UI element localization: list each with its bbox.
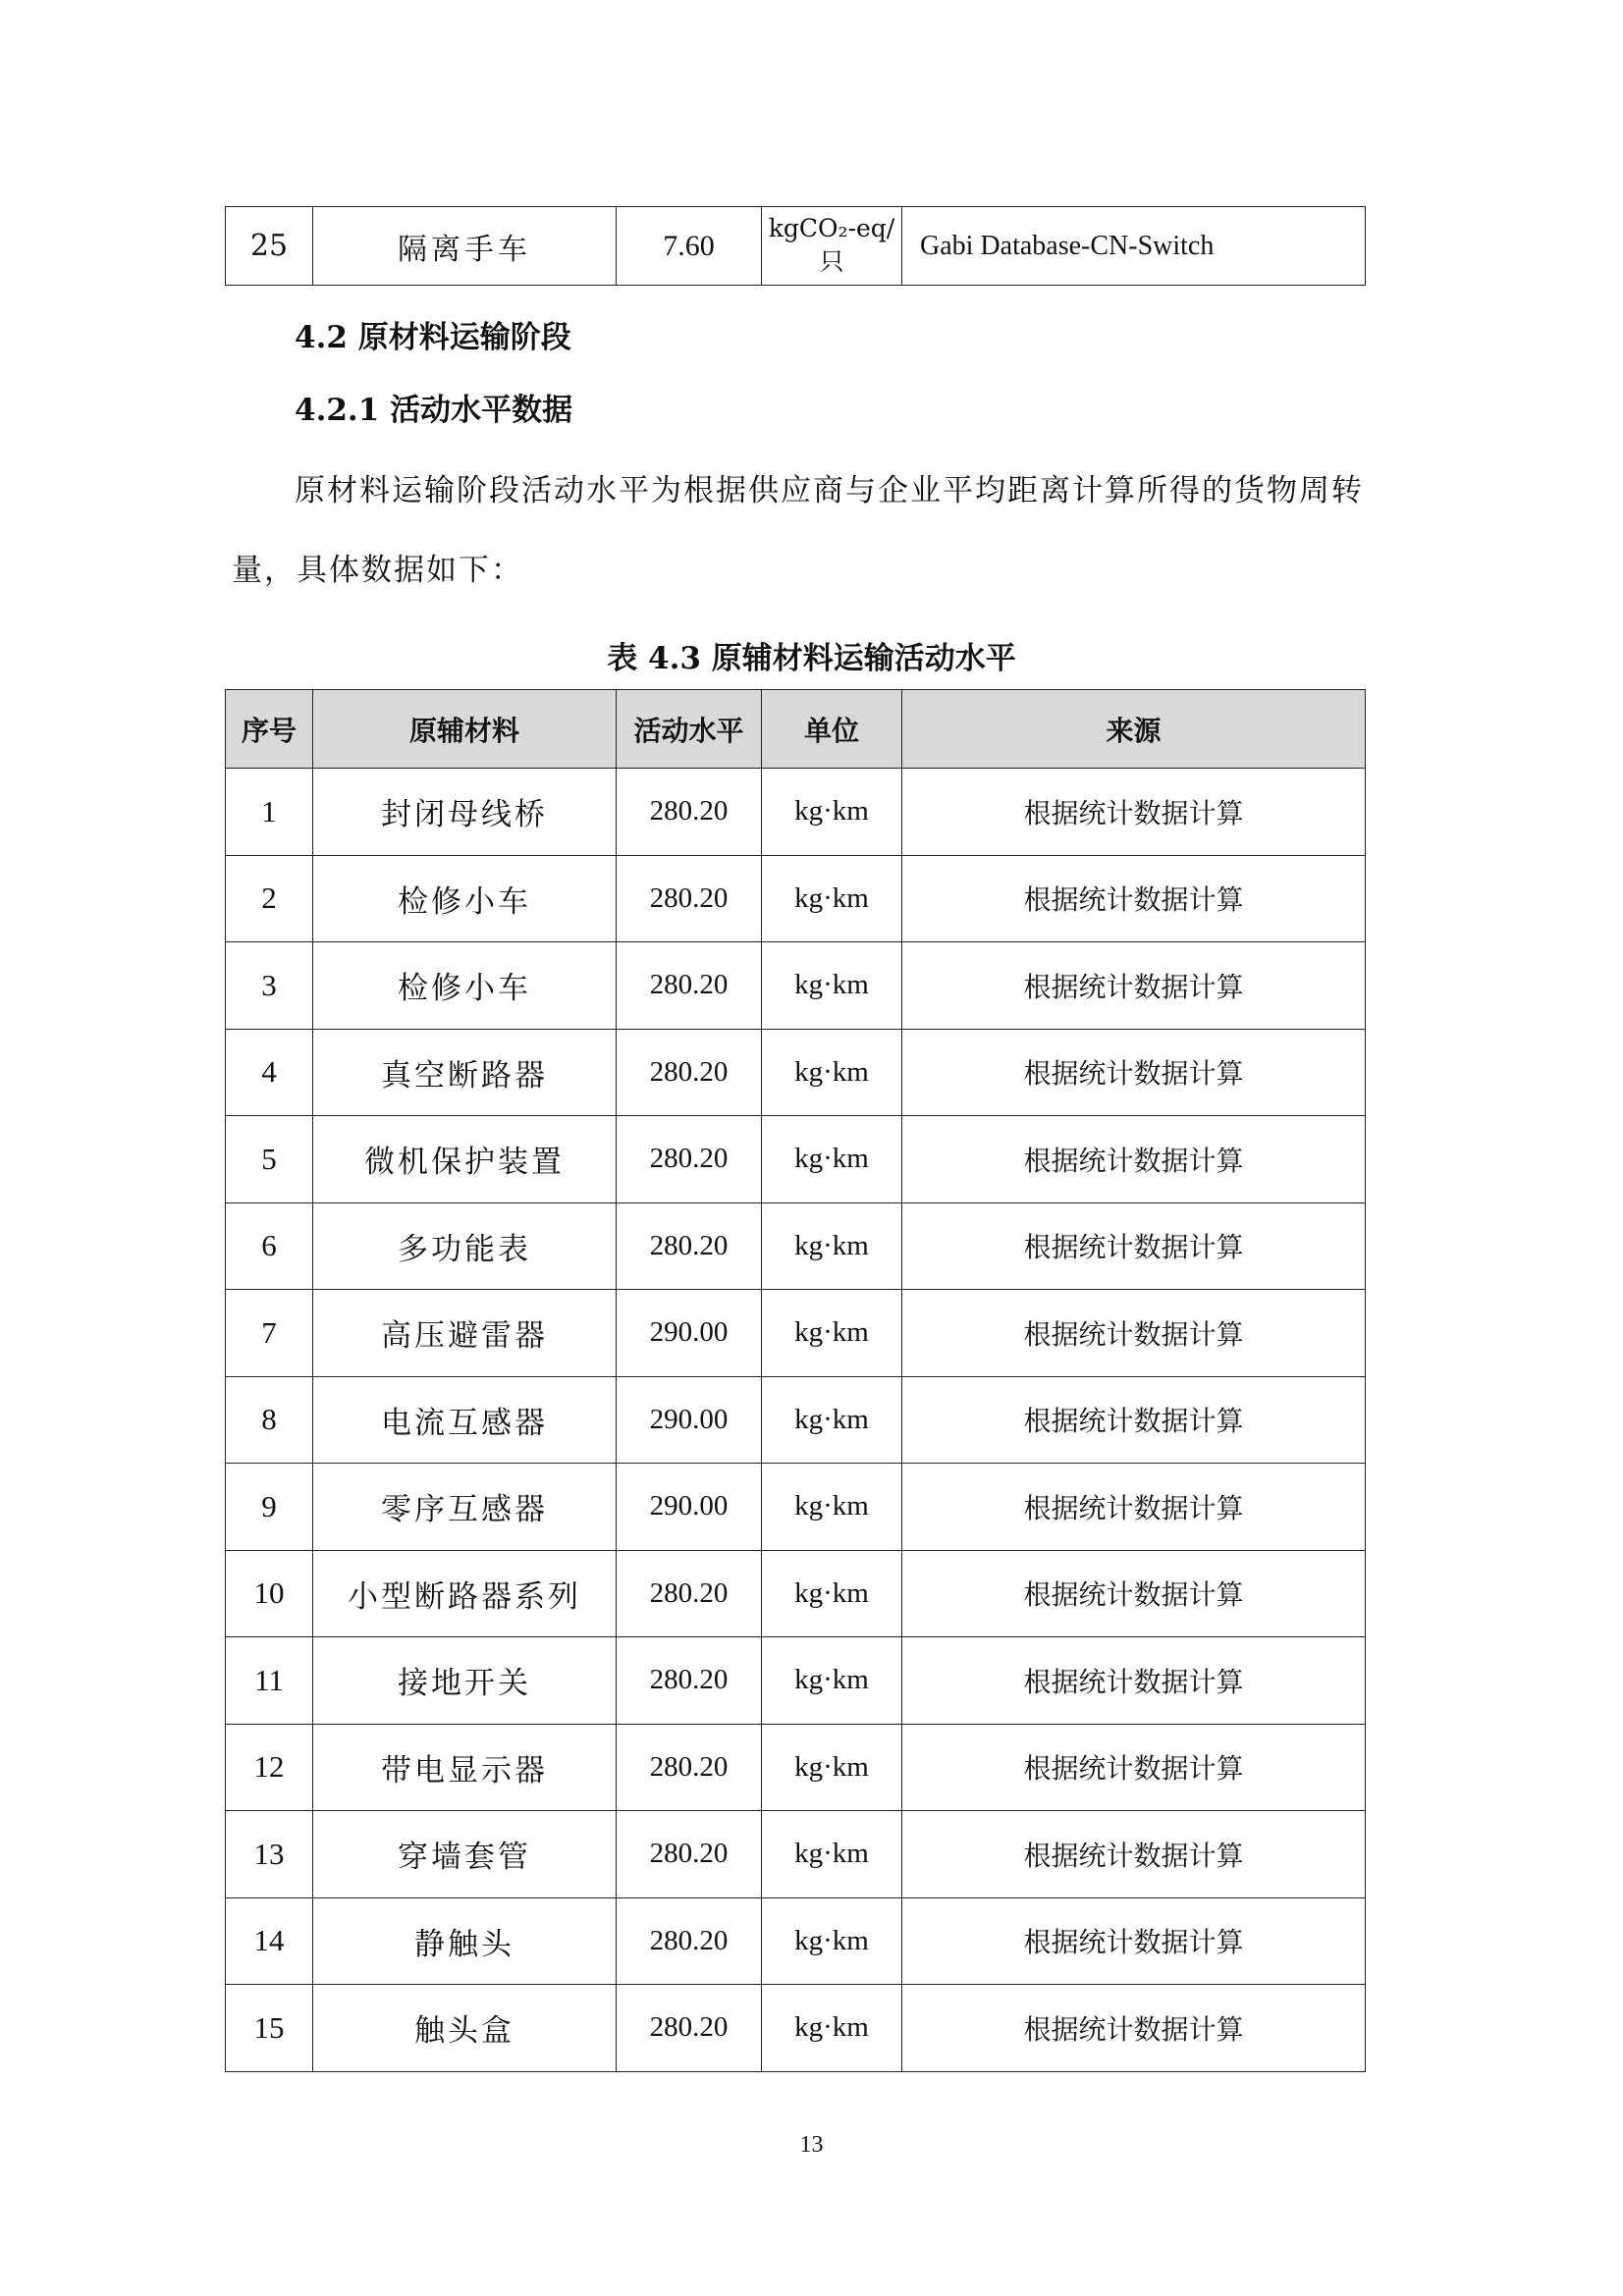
cell-no: 12	[226, 1724, 313, 1811]
cell-source: 根据统计数据计算	[902, 1637, 1366, 1725]
cell-source: 根据统计数据计算	[902, 1202, 1366, 1290]
table-row	[226, 1202, 1366, 1290]
cell-value: 280.20	[617, 1811, 762, 1898]
table-row	[226, 1724, 1366, 1811]
cell-unit: kg·km	[762, 1637, 902, 1725]
cell-material: 高压避雷器	[313, 1290, 617, 1377]
cell-no: 7	[226, 1290, 313, 1377]
cell-value: 290.00	[617, 1464, 762, 1551]
cell-no: 14	[226, 1897, 313, 1985]
cell-material: 小型断路器系列	[313, 1550, 617, 1637]
cell-unit: kg·km	[762, 1550, 902, 1637]
transport-activity-table	[225, 689, 1366, 2072]
cell-source: Gabi Database-CN-Switch	[902, 207, 1366, 286]
table-row	[226, 855, 1366, 942]
cell-value: 280.20	[617, 855, 762, 942]
header-source: 来源	[902, 690, 1366, 769]
cell-material: 零序互感器	[313, 1464, 617, 1551]
cell-unit: kg·km	[762, 769, 902, 856]
table-row	[226, 942, 1366, 1030]
cell-value: 280.20	[617, 1550, 762, 1637]
cell-unit: kg·km	[762, 1811, 902, 1898]
cell-unit: kg·km	[762, 1724, 902, 1811]
cell-no: 5	[226, 1116, 313, 1203]
cell-source: 根据统计数据计算	[902, 1724, 1366, 1811]
cell-value: 290.00	[617, 1290, 762, 1377]
cell-value: 280.20	[617, 942, 762, 1030]
cell-source: 根据统计数据计算	[902, 769, 1366, 856]
table-row	[226, 1116, 1366, 1203]
cell-value: 280.20	[617, 1202, 762, 1290]
cell-no: 2	[226, 855, 313, 942]
header-material: 原辅材料	[313, 690, 617, 769]
continued-table	[225, 206, 1366, 286]
cell-source: 根据统计数据计算	[902, 1376, 1366, 1464]
cell-source: 根据统计数据计算	[902, 855, 1366, 942]
cell-unit: kg·km	[762, 1464, 902, 1551]
table-row	[226, 769, 1366, 856]
cell-material: 多功能表	[313, 1202, 617, 1290]
cell-source: 根据统计数据计算	[902, 1116, 1366, 1203]
cell-unit: kg·km	[762, 1985, 902, 2072]
cell-unit: kg·km	[762, 1376, 902, 1464]
cell-value: 280.20	[617, 1985, 762, 2072]
cell-value: 280.20	[617, 1116, 762, 1203]
cell-no: 1	[226, 769, 313, 856]
table-caption: 表 4.3 原辅材料运输活动水平	[607, 641, 1016, 676]
cell-source: 根据统计数据计算	[902, 1464, 1366, 1551]
table-row	[226, 1897, 1366, 1985]
cell-unit: kg·km	[762, 942, 902, 1030]
cell-material: 微机保护装置	[313, 1116, 617, 1203]
subsection-title: 4.2.1 活动水平数据	[295, 393, 573, 428]
table-row	[226, 1637, 1366, 1725]
table-row	[226, 1985, 1366, 2072]
cell-value: 280.20	[617, 1724, 762, 1811]
cell-unit: kgCO₂-eq/只	[762, 207, 902, 286]
cell-no: 9	[226, 1464, 313, 1551]
cell-source: 根据统计数据计算	[902, 1897, 1366, 1985]
cell-unit: kg·km	[762, 1116, 902, 1203]
cell-value: 280.20	[617, 1637, 762, 1725]
cell-source: 根据统计数据计算	[902, 1811, 1366, 1898]
cell-no: 15	[226, 1985, 313, 2072]
table-header-row	[226, 690, 1366, 769]
cell-no: 4	[226, 1029, 313, 1116]
cell-value: 290.00	[617, 1376, 762, 1464]
cell-material: 电流互感器	[313, 1376, 617, 1464]
table-row	[226, 207, 1366, 286]
cell-value: 7.60	[617, 207, 762, 286]
cell-value: 280.20	[617, 769, 762, 856]
cell-source: 根据统计数据计算	[902, 1290, 1366, 1377]
paragraph-line: 量，具体数据如下：	[232, 553, 523, 588]
cell-material: 隔离手车	[313, 207, 617, 286]
cell-material: 检修小车	[313, 855, 617, 942]
header-unit: 单位	[762, 690, 902, 769]
cell-no: 13	[226, 1811, 313, 1898]
cell-material: 触头盒	[313, 1985, 617, 2072]
cell-material: 检修小车	[313, 942, 617, 1030]
table-row	[226, 1550, 1366, 1637]
table-row	[226, 1029, 1366, 1116]
cell-no: 8	[226, 1376, 313, 1464]
table-row	[226, 1376, 1366, 1464]
cell-no: 11	[226, 1637, 313, 1725]
cell-material: 带电显示器	[313, 1724, 617, 1811]
cell-source: 根据统计数据计算	[902, 942, 1366, 1030]
cell-value: 280.20	[617, 1029, 762, 1116]
cell-value: 280.20	[617, 1897, 762, 1985]
cell-source: 根据统计数据计算	[902, 1985, 1366, 2072]
cell-material: 穿墙套管	[313, 1811, 617, 1898]
cell-material: 静触头	[313, 1897, 617, 1985]
cell-material: 封闭母线桥	[313, 769, 617, 856]
section-title: 4.2 原材料运输阶段	[295, 320, 571, 355]
cell-unit: kg·km	[762, 1202, 902, 1290]
cell-material: 接地开关	[313, 1637, 617, 1725]
page-number: 13	[799, 2132, 824, 2158]
table-row	[226, 1811, 1366, 1898]
cell-source: 根据统计数据计算	[902, 1029, 1366, 1116]
header-activity: 活动水平	[617, 690, 762, 769]
cell-material: 真空断路器	[313, 1029, 617, 1116]
header-no: 序号	[226, 690, 313, 769]
table-row	[226, 1290, 1366, 1377]
cell-no: 3	[226, 942, 313, 1030]
cell-unit: kg·km	[762, 1897, 902, 1985]
cell-source: 根据统计数据计算	[902, 1550, 1366, 1637]
cell-no: 10	[226, 1550, 313, 1637]
paragraph-line: 原材料运输阶段活动水平为根据供应商与企业平均距离计算所得的货物周转	[295, 473, 1364, 508]
cell-no: 6	[226, 1202, 313, 1290]
cell-unit: kg·km	[762, 855, 902, 942]
cell-unit: kg·km	[762, 1029, 902, 1116]
table-row	[226, 1464, 1366, 1551]
cell-no: 25	[226, 207, 313, 286]
cell-unit: kg·km	[762, 1290, 902, 1377]
